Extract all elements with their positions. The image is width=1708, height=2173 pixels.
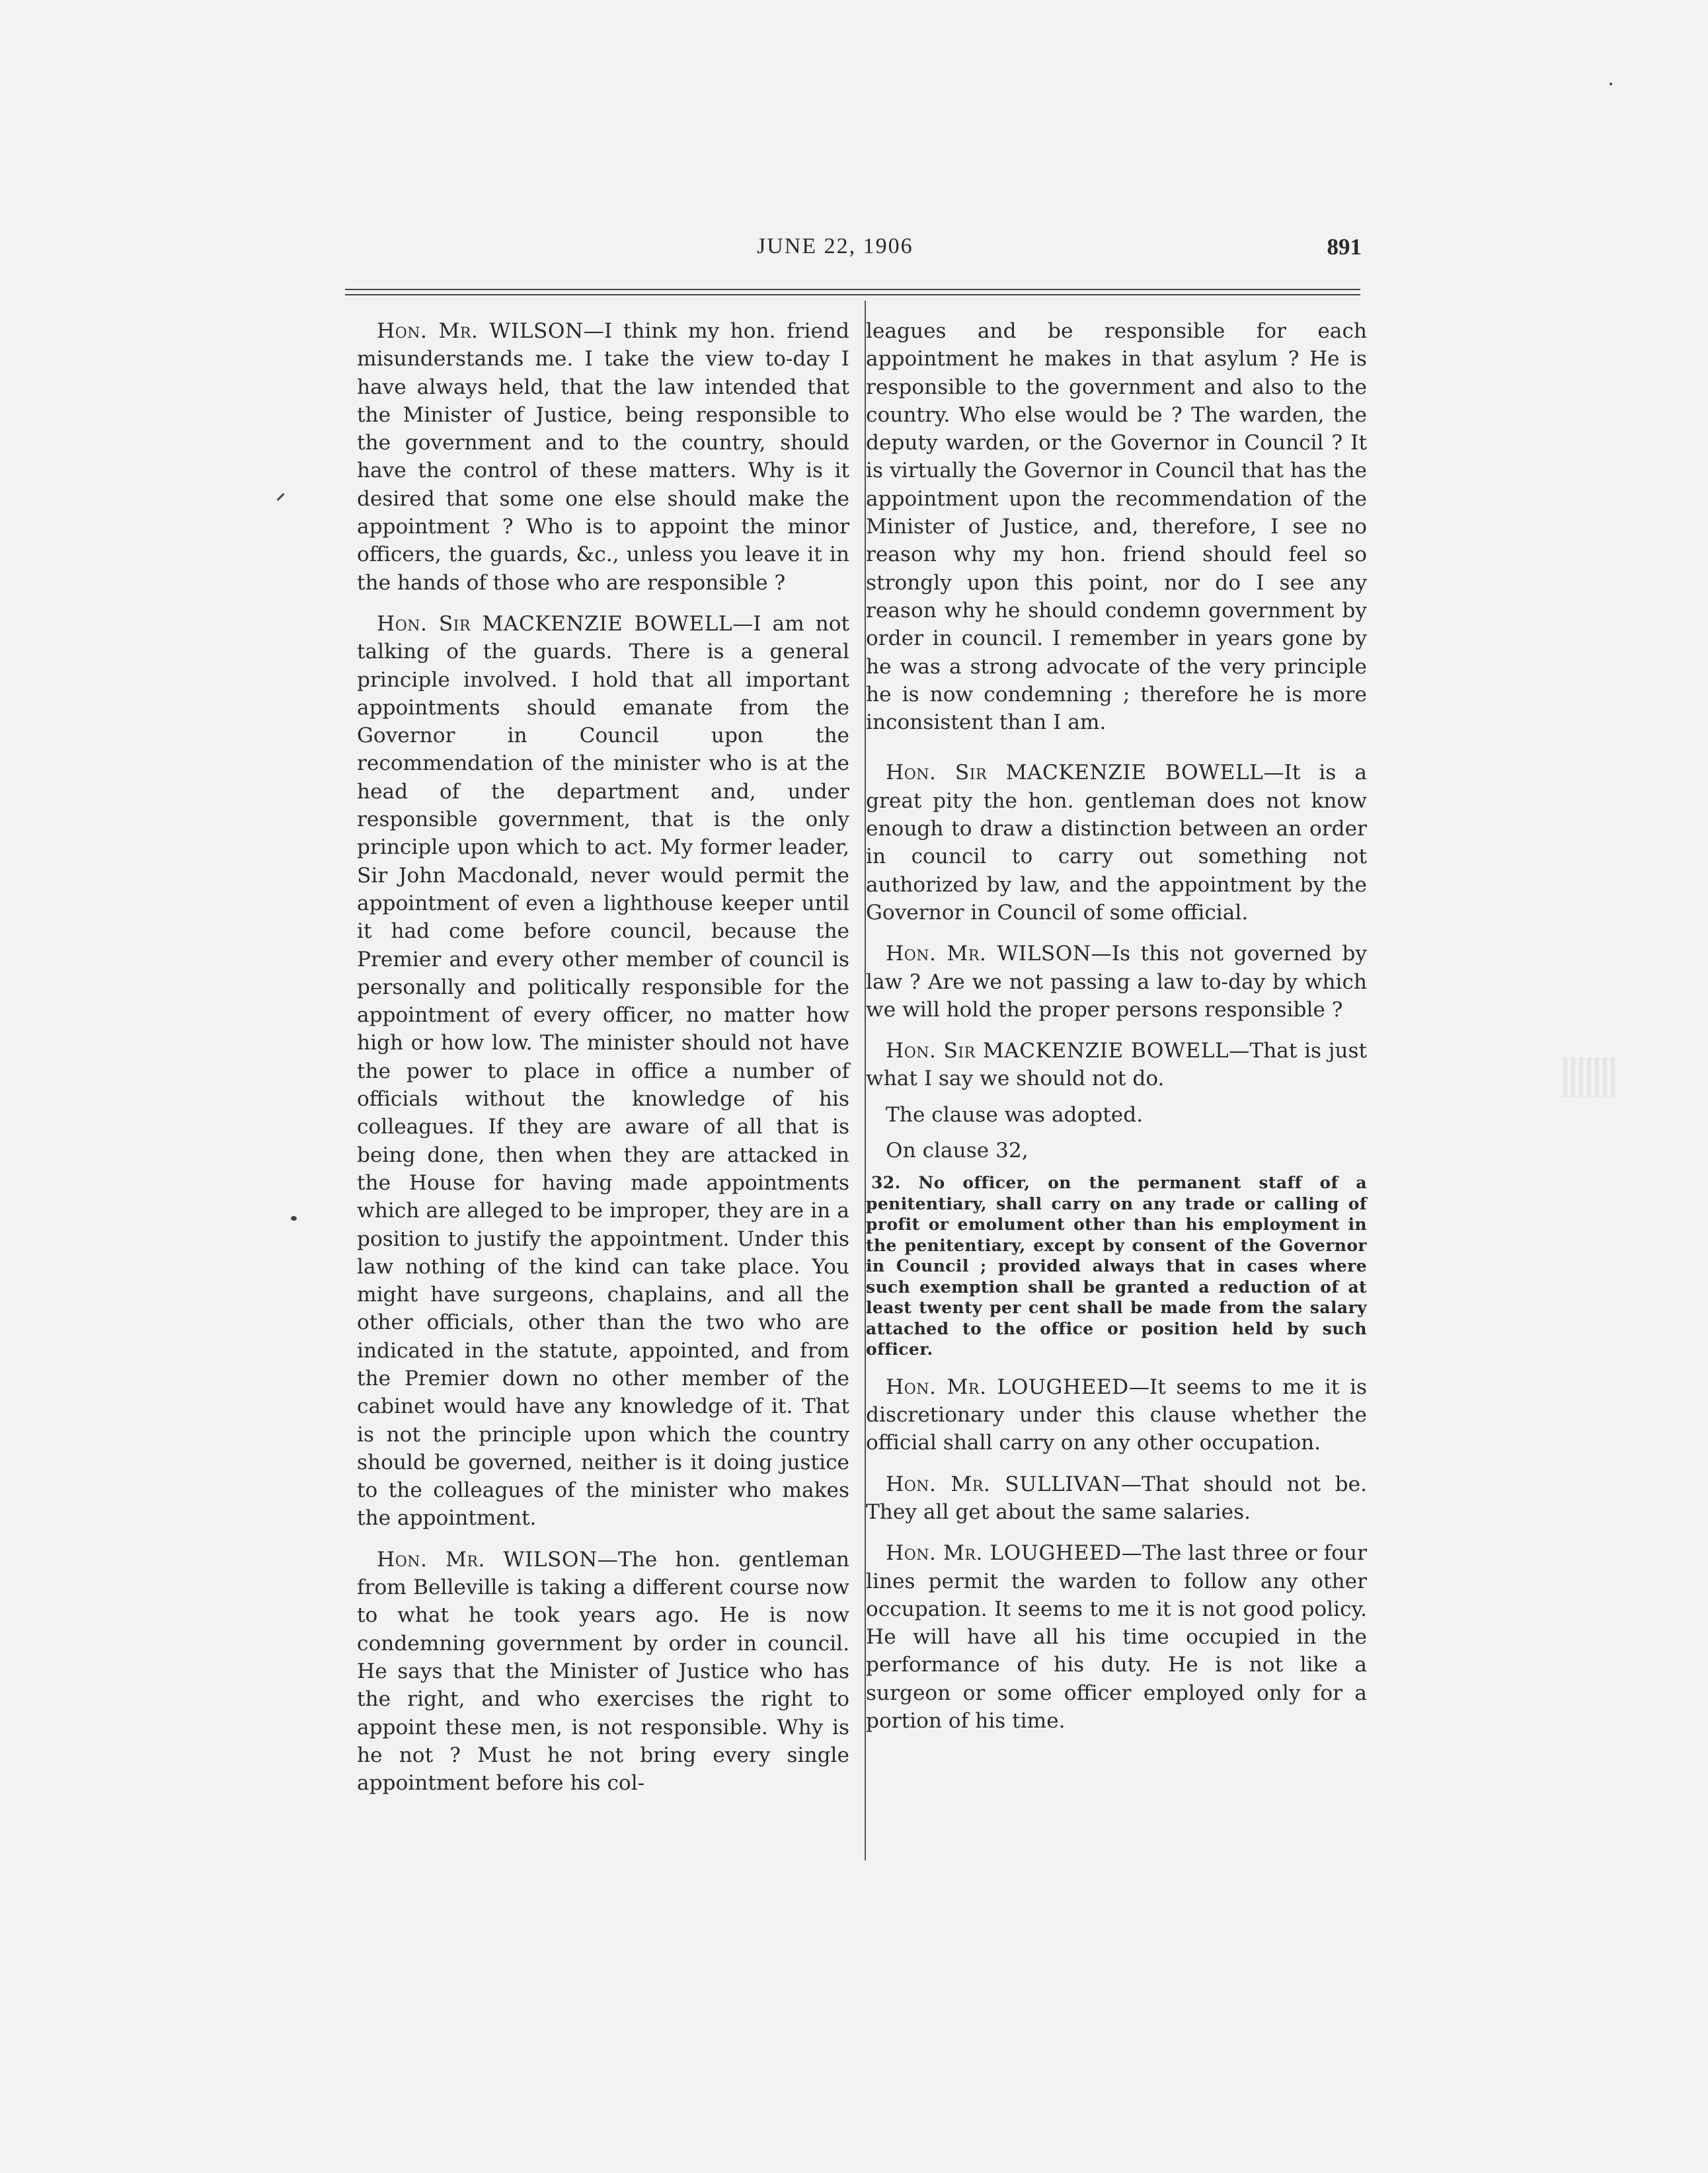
- speaker-name: Hon. Mr. SULLIVAN: [886, 1472, 1121, 1496]
- page-date: JUNE 22, 1906: [757, 234, 913, 258]
- speech-text: —That is just what I say we should not do.: [866, 1039, 1367, 1091]
- speaker-name: Hon. Mr. WILSON: [886, 942, 1091, 966]
- speech-text: —I am not talking of the guards. There is a general principle involved. I hold that all important appointments should emanate from the Governor in Council upon the recommendation of the minister who is at the head of the department and, under responsible government, that is the only principle upon which to act. My former leader, Sir John Macdonald, never would permit the appointment of even a lighthouse keeper until it had come before council, because the Premier and every other member of council is personally and politically responsible for the appointment of every officer, no matter how high or how low. The minister should not have the power to place in office a number of officials without the knowledge of his colleagues. If they are aware of all that is being done, then when they are attacked in the House for having made appointments which are alleged to be improper, they are in a position to justify the appointment. Under this law nothing of the kind can take place. You might have surgeons, chaplains, and all the other officials, other than the two who are indicated in the statute, appointed, and from the Premier down no other member of the cabinet would have any knowledge of it. That is not the principle upon which the country should be governed, neither is it doing justice to the colleagues of the minister who makes the appointment.: [357, 611, 849, 1531]
- speech-text: —Is this not governed by law ? Are we not passing a law to-day by which we will hold the proper persons responsible ?: [866, 942, 1367, 1022]
- margin-pencil-mark: [276, 493, 284, 501]
- page-number: 891: [1327, 234, 1362, 260]
- clause-adopted-note: The clause was adopted.: [886, 1102, 1144, 1127]
- speech-text: —The last three or four lines permit the warden to follow any other occupation. It seems to me it is not good policy. He will have all his time occupied in the performance of his duty. He is not like a surgeon or some officer employed only for a portion of his time.: [866, 1541, 1367, 1734]
- speaker-name: Hon. Sir MACKENZIE BOWELL: [377, 611, 733, 636]
- speech-paragraph: [866, 1539, 1367, 1735]
- scan-speck: [1610, 83, 1612, 85]
- speaker-name: Hon. Mr. WILSON: [377, 1547, 598, 1572]
- speech-paragraph: [866, 1373, 1367, 1457]
- continued-text: leagues and be responsible for each appointment he makes in that asylum ? He is responsible to the government and also to the country. Who else would be ? The warden, the deputy warden, or the Governor in Council ? It is virtually the Governor in Council that has the appointment upon the recommendation of the Minister of Justice, and, therefore, I see no reason why my hon. friend should feel so strongly upon this point, nor do I see any reason why he should condemn government by order in council. I remember in years gone by he was a strong advocate of the very principle he is now condemning ; therefore he is more inconsistent than I am.: [866, 319, 1367, 735]
- speech-text: —That should not be. They all get about the same salaries.: [866, 1472, 1367, 1524]
- left-column: [357, 317, 849, 1810]
- speech-text: —The hon. gentleman from Belleville is taking a different course now to what he took years ago. He is now condemning government by order in council. He says that the Minister of Justice who has the right, and who exercises the right to appoint these men, is not responsible. Why is he not ? Must he not bring every single appointment before his col-: [357, 1547, 849, 1796]
- speech-paragraph: [866, 759, 1367, 927]
- speaker-name: Hon. Sir MACKENZIE BOWELL: [886, 761, 1264, 785]
- speech-paragraph: [357, 610, 849, 1533]
- speech-text: —I think my hon. friend misunderstands me. I take the view to-day I have always held, that the law intended that the Minister of Justice, being responsible to the government and to the country, should have the control of these matters. Why is it desired that some one else should make the appointment ? Who is to appoint the minor officers, the guards, &c., unless you leave it in the hands of those who are responsible ?: [357, 319, 849, 595]
- margin-ink-dot: [291, 1216, 297, 1221]
- speaker-name: Hon. Mr. LOUGHEED: [886, 1541, 1122, 1566]
- speech-paragraph: [866, 1470, 1367, 1527]
- speaker-name: Hon. Sir MACKENZIE BOWELL: [886, 1039, 1229, 1063]
- header-rule-bottom: [345, 294, 1360, 295]
- speech-paragraph: [357, 317, 849, 597]
- clause-32-text: 32. No officer, on the permanent staff of a penitentiary, shall carry on any trade or calling of profit or emolument other than his employment in the penitentiary, except by consent of the Governor in Council ; provided always that in cases where such exemption shall be granted a reduction of at least twenty per cent shall be made from the salary attached to the office or position held by such officer.: [866, 1173, 1367, 1359]
- bleed-through-smudge: [1563, 1057, 1616, 1097]
- speech-paragraph: [866, 940, 1367, 1024]
- speaker-name: Hon. Mr. LOUGHEED: [886, 1375, 1129, 1399]
- speech-paragraph: [357, 1546, 849, 1798]
- speech-text: —It seems to me it is discretionary under this clause whether the official shall carry on any other occupation.: [866, 1375, 1367, 1455]
- speaker-name: Hon. Mr. WILSON: [377, 319, 584, 343]
- header-rule-top: [345, 289, 1360, 290]
- speech-text: —It is a great pity the hon. gentleman does not know enough to draw a distinction between an order in council to carry out something not authorized by law, and the appointment by the Governor in Council of some official.: [866, 761, 1367, 925]
- running-head: [344, 234, 1362, 274]
- right-column: [866, 317, 1367, 1748]
- clause-heading: On clause 32,: [886, 1139, 1029, 1163]
- speech-paragraph: [866, 1037, 1367, 1093]
